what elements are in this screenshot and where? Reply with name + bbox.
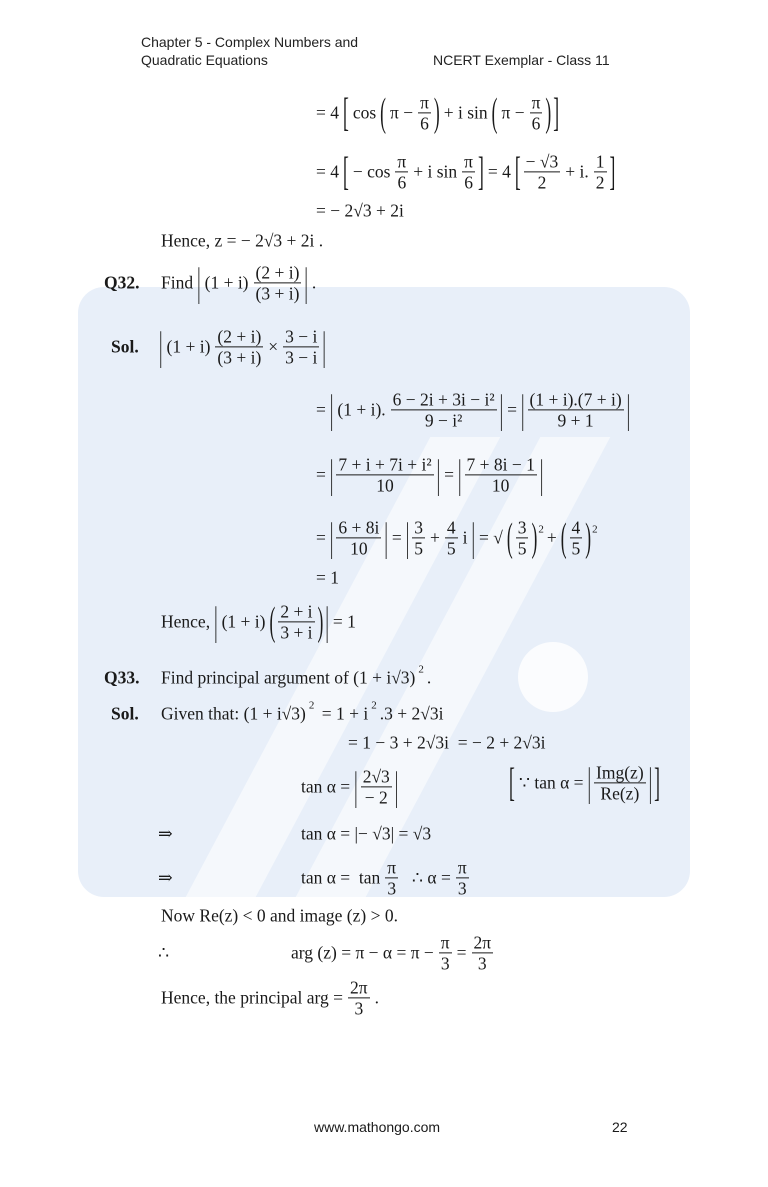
fraction [395,151,408,192]
delimiter: ( [560,513,567,560]
delimiter: | [648,758,653,805]
delimiter: ( [269,597,276,644]
numerator: (1 + i).(7 + i) [529,389,622,410]
fraction [445,517,458,558]
math-text: Hence, the principal arg = [161,987,344,1008]
numerator: 3 [517,517,527,538]
delimiter: ] [478,147,484,194]
math-text: (1 + i) [221,611,266,632]
denominator: 5 [446,538,456,559]
math-text: tan α = tan [301,867,381,888]
denominator: 3 − i [285,347,318,368]
question-label: Q32. [104,272,140,293]
numerator: 4 [446,517,456,538]
fraction [462,151,475,192]
math-text: Hence, z = − 2√3 + 2i . [161,230,324,251]
delimiter: | [329,385,334,432]
fraction [472,932,494,973]
math-text: Find [161,272,194,293]
fraction [418,92,431,133]
equation-line [313,513,598,560]
fraction [278,601,314,642]
math-text: (1 + i) [204,272,249,293]
fraction [391,389,497,430]
numerator: 6 + 8i [338,517,380,538]
equation-line [345,733,549,754]
denominator: Re(z) [600,783,640,804]
conclusion-line [158,977,382,1018]
delimiter: | [384,513,388,560]
numerator: 7 + i + 7i + i² [338,454,432,475]
equation-line [288,932,495,973]
denominator: 9 + 1 [557,410,594,431]
numerator: 1 [595,151,605,172]
math-text: + i. [565,161,589,182]
equation-line [298,824,434,845]
numerator: π [440,932,450,953]
math-text: Now Re(z) < 0 and image (z) > 0. [161,905,398,926]
numerator: 2 + i [280,601,313,622]
delimiter: | [405,513,410,560]
numerator: π [397,151,407,172]
denominator: 10 [491,475,510,496]
numerator: π [420,92,429,113]
text-line [158,906,401,927]
equation-line [313,385,631,432]
delimiter: | [325,597,329,644]
fraction [385,857,398,898]
denominator: 5 [571,538,581,559]
denominator: 3 + i [280,622,313,643]
math-text: = √ [479,527,503,548]
math-text: tan α = [301,776,351,797]
math-text: = − 2√3 + 2i [316,200,404,221]
equation-line [313,568,342,589]
fraction [530,92,543,133]
book-title: NCERT Exemplar - Class 11 [433,52,610,68]
math-text: = 1 [316,567,339,588]
delimiter: | [436,450,441,497]
delimiter: | [354,762,358,809]
denominator: − 2 [364,787,388,808]
conclusion-line [158,231,326,252]
chapter-title-line1: Chapter 5 - Complex Numbers and [141,34,359,50]
conclusion-line [158,597,359,644]
math-text: = [444,464,454,485]
superscript: 2 [592,523,598,535]
numerator: 2√3 [362,766,390,787]
question-label: Q33. [104,667,140,688]
math-text: = [316,399,326,420]
denominator: 3 [457,878,467,899]
watermark-dot [518,642,588,712]
delimiter: [ [343,88,349,135]
delimiter: | [499,385,504,432]
numerator: 4 [571,517,581,538]
equation-line [313,88,560,135]
therefore-symbol: ∴ [158,942,170,963]
math-text: = [316,464,326,485]
fraction [570,517,583,558]
fraction [336,517,381,558]
delimiter: | [304,258,308,305]
implies-symbol: ⇒ [158,867,173,888]
delimiter: | [214,597,218,644]
denominator: 6 [420,113,429,134]
delimiter: ) [545,88,552,135]
math-text: Hence, [161,611,211,632]
numerator: (2 + i) [217,326,262,347]
equation-line [313,147,616,194]
math-text: (1 + i). [337,399,386,420]
math-text: = 1 − 3 + 2√3i = − 2 + 2√3i [348,732,546,753]
math-text: = 1 + i [317,703,369,724]
superscript: 2 [418,663,424,675]
math-text: + i sin [413,161,458,182]
fraction [283,326,319,367]
math-text: = [391,527,402,548]
fraction [456,857,469,898]
delimiter: [ [514,147,521,194]
fraction [254,262,302,303]
delimiter: | [539,450,544,497]
math-text: ∵ tan α = [518,772,584,793]
page-number: 22 [612,1119,628,1135]
delimiter: | [322,322,326,369]
delimiter: ) [317,597,324,644]
question-text [158,258,319,305]
math-text: = 4 [487,161,511,182]
numerator: Img(z) [596,762,644,783]
delimiter: ( [491,88,498,135]
chapter-title-line2: Quadratic Equations [141,52,268,68]
solution-label: Sol. [111,703,139,724]
fraction [465,454,537,495]
math-text: = 1 [332,611,356,632]
math-text: = 4 [316,161,339,182]
delimiter: | [471,513,476,560]
fraction [516,517,529,558]
denominator: 5 [517,538,527,559]
equation-line [298,762,399,809]
math-text: = [456,942,467,963]
math-text: Find principal argument of (1 + i√3) [161,667,416,688]
math-text: = [507,399,517,420]
numerator: 3 − i [285,326,318,347]
delimiter: [ [509,758,515,805]
denominator: 3 [477,953,487,974]
delimiter: | [159,322,163,369]
delimiter: | [457,450,462,497]
numerator: π [531,92,541,113]
numerator: − √3 [525,151,559,172]
denominator: 3 [354,998,364,1019]
math-text: − cos [352,161,391,182]
equation-line [313,450,544,497]
fraction [336,454,433,495]
denominator: 6 [464,172,473,193]
superscript: 2 [308,699,315,711]
denominator: 5 [414,538,424,559]
math-text: .3 + 2√3i [379,703,444,724]
denominator: (3 + i) [255,283,300,304]
delimiter: | [329,513,334,560]
delimiter: ( [506,513,513,560]
numerator: 3 [414,517,424,538]
delimiter: | [587,758,592,805]
delimiter: [ [343,147,349,194]
math-text: . [311,272,317,293]
denominator: 10 [350,538,368,559]
math-text: π − [501,102,525,123]
math-text: ∴ α = [403,867,451,888]
math-text: (1 + i) [166,336,211,357]
fraction [594,762,646,803]
numerator: (2 + i) [255,262,300,283]
math-text: + i sin [443,102,488,123]
equation-line [313,201,407,222]
delimiter: | [329,450,334,497]
delimiter: | [521,385,525,432]
numerator: 6 − 2i + 3i − i² [392,389,495,410]
denominator: 3 [440,953,450,974]
numerator: π [464,151,473,172]
math-text: arg (z) = π − α = π − [291,942,434,963]
math-text: × [268,336,279,357]
superscript: 2 [538,523,544,535]
question-text [158,663,434,689]
fraction [215,326,263,367]
math-text: π − [389,102,414,123]
numerator: 2π [473,932,492,953]
math-text: = 4 [316,102,339,123]
delimiter: ) [531,513,538,560]
implies-symbol: ⇒ [158,823,173,844]
delimiter: ) [585,513,592,560]
equation-line [158,699,446,725]
fraction [361,766,392,807]
numerator: 2π [350,977,368,998]
math-text: . [426,667,432,688]
math-text: Given that: (1 + i√3) [161,703,306,724]
denominator: 10 [376,475,394,496]
delimiter: ] [654,758,660,805]
math-text: . [374,987,380,1008]
delimiter: | [626,385,631,432]
denominator: 2 [595,172,605,193]
delimiter: ] [553,88,560,135]
delimiter: ) [433,88,440,135]
fraction [348,977,370,1018]
fraction [594,151,607,192]
math-text: = [316,527,326,548]
denominator: 6 [397,172,407,193]
denominator: 3 [387,878,397,899]
numerator: π [387,857,397,878]
solution-label: Sol. [111,336,139,357]
math-text: i [462,527,468,548]
delimiter: | [197,258,201,305]
math-text: cos [352,102,377,123]
delimiter: | [394,762,399,809]
math-text: + [546,527,557,548]
denominator: 6 [531,113,541,134]
equation-line [298,857,471,898]
delimiter: ] [609,147,616,194]
footer-website: www.mathongo.com [314,1119,441,1135]
denominator: 9 − i² [424,410,463,431]
math-text: + [430,527,440,548]
math-text: tan α = |− √3| = √3 [301,823,432,844]
denominator: 2 [537,172,547,193]
fraction [524,151,561,192]
superscript: 2 [371,699,377,711]
denominator: (3 + i) [217,347,262,368]
numerator: 7 + 8i − 1 [466,454,535,475]
fraction [528,389,624,430]
numerator: π [457,857,467,878]
fraction [439,932,452,973]
delimiter: ( [380,88,386,135]
formula-note [508,758,661,805]
equation-line [158,322,327,369]
fraction [412,517,425,558]
